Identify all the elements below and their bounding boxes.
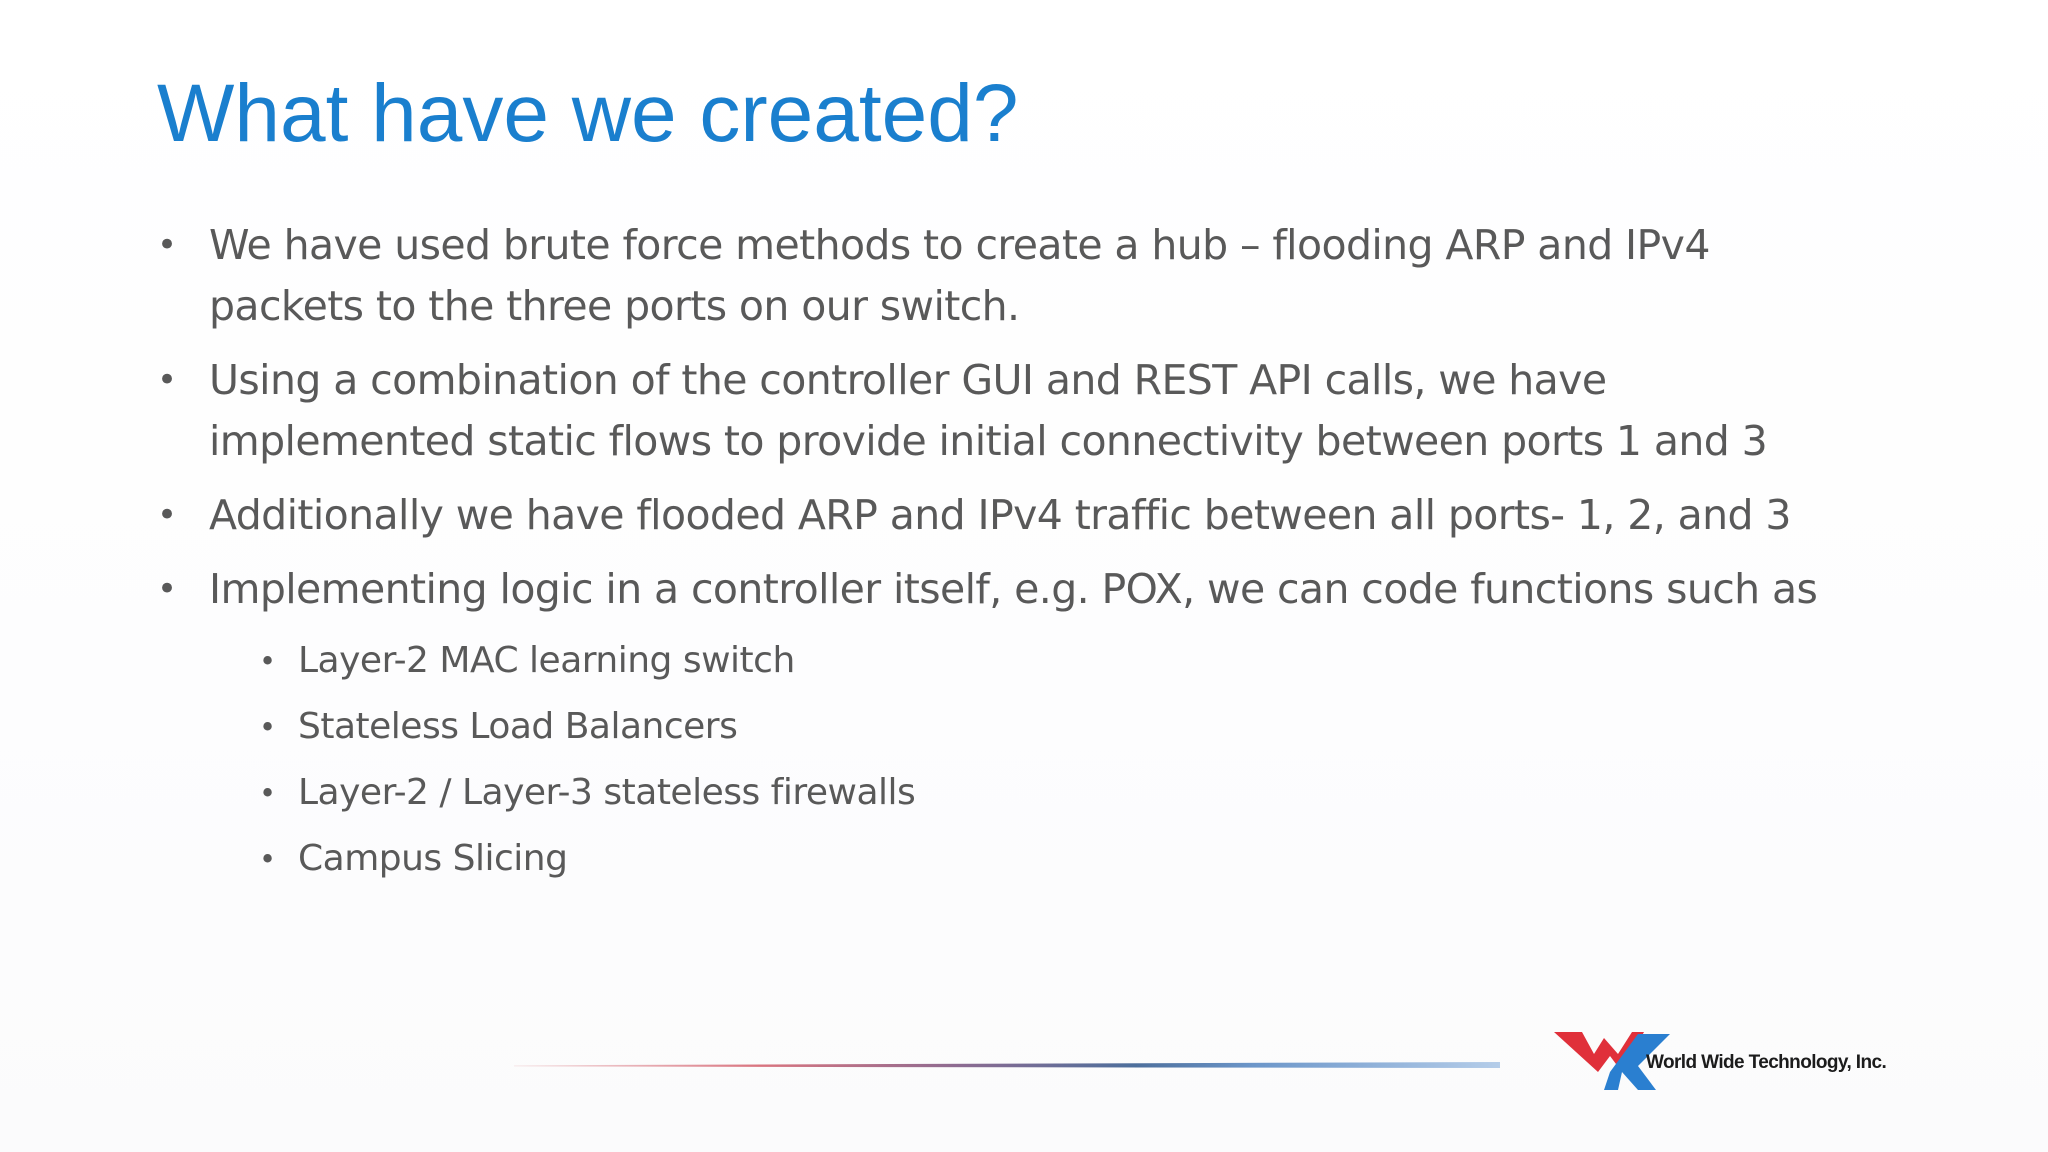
sub-bullet-item xyxy=(251,694,915,760)
bullet-item xyxy=(157,559,1957,620)
bullet-dot: • xyxy=(157,360,177,400)
sub-bullet-item xyxy=(251,826,915,892)
sub-bullet-text: Stateless Load Balancers xyxy=(298,706,738,747)
slide-title: What have we created? xyxy=(157,68,1019,159)
sub-bullet-dot: • xyxy=(259,776,276,810)
sub-bullet-item xyxy=(251,628,915,694)
sub-bullet-text: Layer-2 MAC learning switch xyxy=(298,640,795,681)
bullet-line: implemented static flows to provide initial connectivity between ports 1 and 3 xyxy=(209,417,1768,465)
bullet-line: packets to the three ports on our switch. xyxy=(209,282,1020,330)
bullet-line: Using a combination of the controller GUI and REST API calls, we have xyxy=(209,356,1607,404)
bullet-item xyxy=(157,350,1957,472)
bullet-dot: • xyxy=(157,225,177,265)
sub-bullet-text: Layer-2 / Layer-3 stateless firewalls xyxy=(298,772,916,813)
bullet-line: Implementing logic in a controller itself, e.g. POX, we can code functions such as xyxy=(209,565,1818,613)
company-name: World Wide Technology, Inc. xyxy=(1646,1052,1887,1073)
sub-bullet-dot: • xyxy=(259,644,276,678)
sub-bullet-dot: • xyxy=(259,710,276,744)
bullet-list xyxy=(157,215,1957,633)
bullet-dot: • xyxy=(157,569,177,609)
bullet-item xyxy=(157,485,1957,546)
bullet-line: We have used brute force methods to create a hub – flooding ARP and IPv4 xyxy=(209,221,1710,269)
bullet-line: Additionally we have flooded ARP and IPv4 traffic between all ports- 1, 2, and 3 xyxy=(209,491,1791,539)
sub-bullet-item xyxy=(251,760,915,826)
bullet-item xyxy=(157,215,1957,337)
sub-bullet-text: Campus Slicing xyxy=(298,838,568,879)
footer-divider xyxy=(514,1062,1500,1068)
sub-bullet-list xyxy=(251,628,915,892)
sub-bullet-dot: • xyxy=(259,842,276,876)
bullet-dot: • xyxy=(157,495,177,535)
